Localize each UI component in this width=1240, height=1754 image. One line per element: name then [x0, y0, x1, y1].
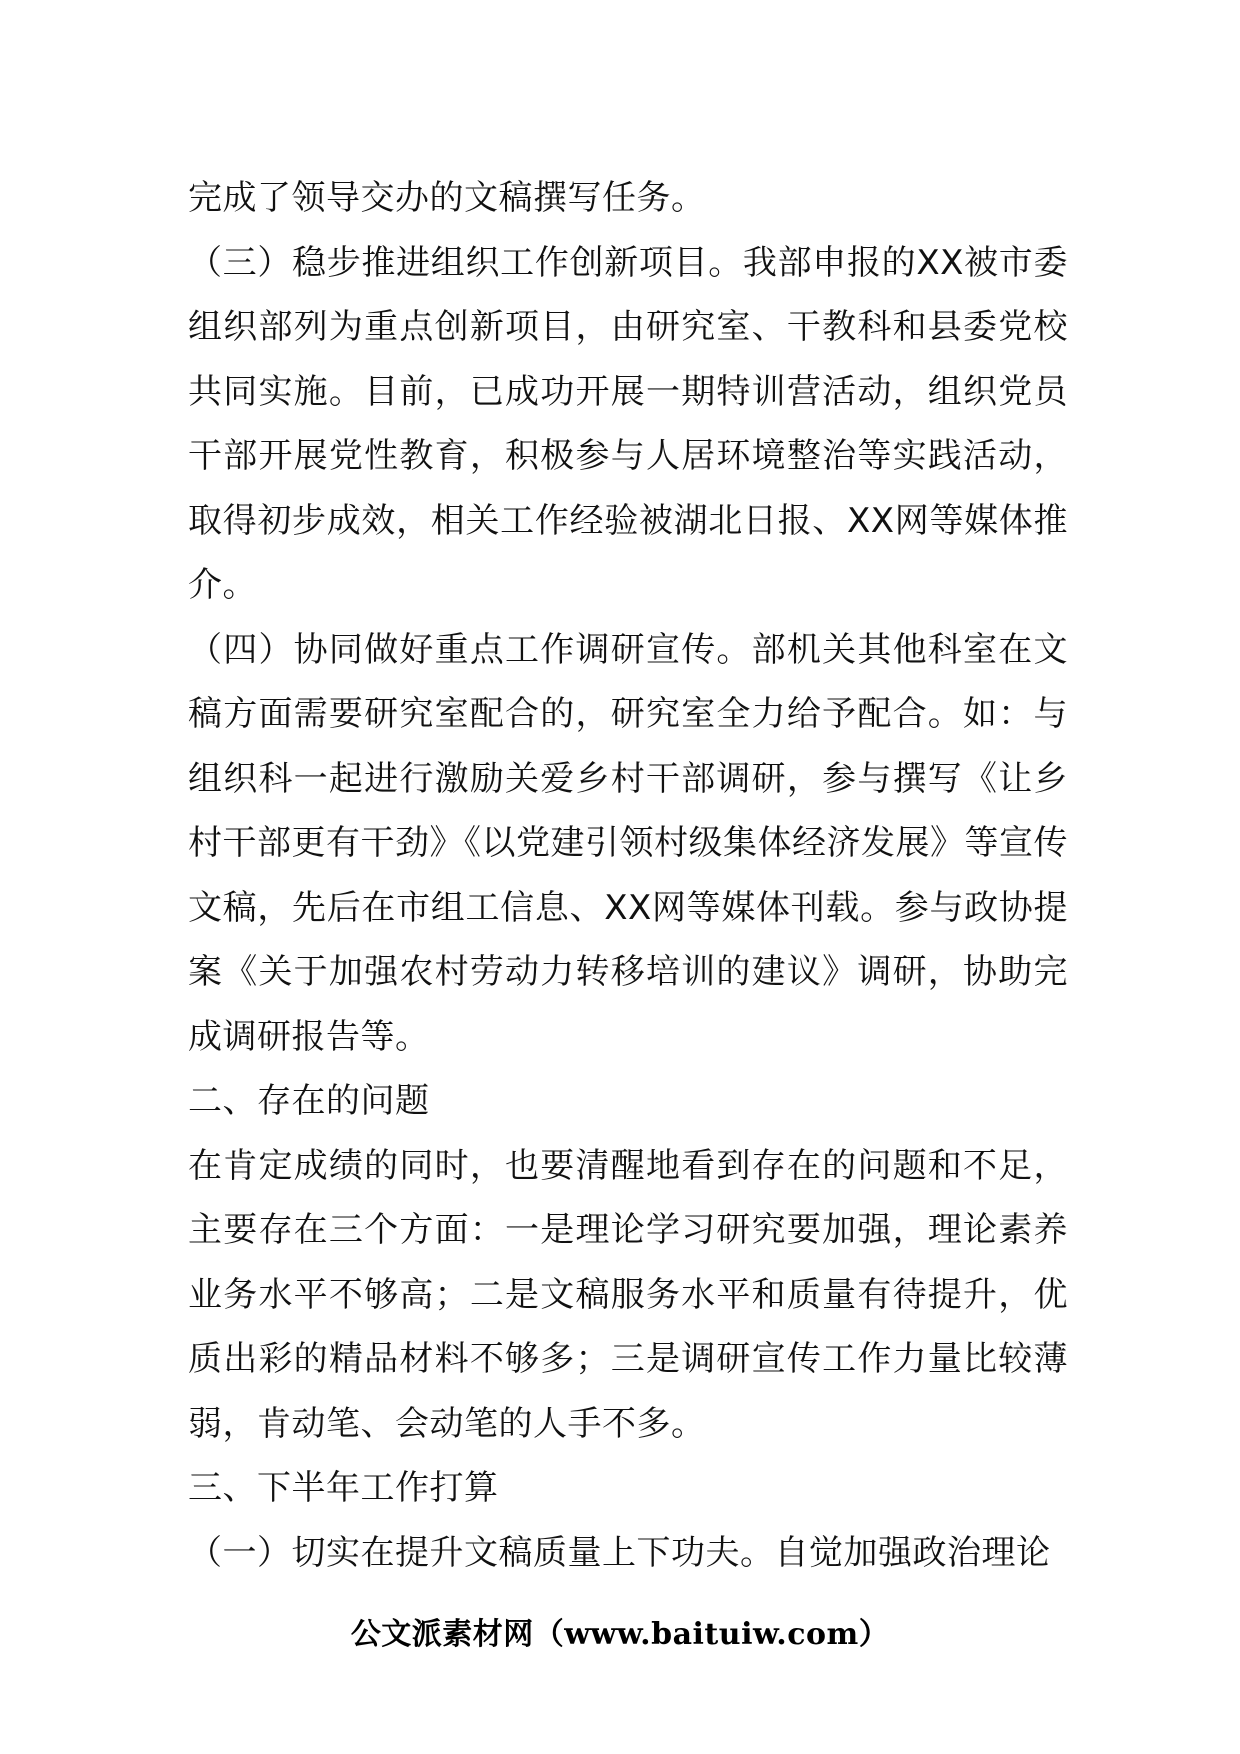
section-heading-problems: 二、存在的问题 — [188, 1081, 430, 1121]
paragraph-innovation-project: （三）稳步推进组织工作创新项目。我部申报的XX被市委组织部列为重点创新项目，由研究室、干教科和县委党校共同实施。目前，已成功开展一期特训营活动，组织党员干部开展党性教育，积极参与人居环境整治等实践活动，取得初步成效，相关工作经验被湖北日报、XX网等媒体推介。 — [188, 242, 1068, 605]
section-heading-plans: 三、下半年工作打算 — [188, 1468, 499, 1508]
document-body — [188, 166, 1068, 1585]
paragraph-research-publicity: （四）协同做好重点工作调研宣传。部机关其他科室在文稿方面需要研究室配合的，研究室全力给予配合。如：与组织科一起进行激励关爱乡村干部调研，参与撰写《让乡村干部更有干劲》《以党建引领村级集体经济发展》等宣传文稿，先后在市组工信息、XX网等媒体刊载。参与政协提案《关于加强农村劳动力转移培训的建议》调研，协助完成调研报告等。 — [188, 629, 1068, 1057]
paragraph-plan-one: （一）切实在提升文稿质量上下功夫。自觉加强政治理论 — [188, 1532, 1051, 1573]
paragraph-task-completion: 完成了领导交办的文稿撰写任务。 — [188, 178, 706, 218]
footer-watermark: 公文派素材网（www.baituiw.com） — [350, 1617, 890, 1652]
paragraph-problems: 在肯定成绩的同时，也要清醒地看到存在的问题和不足，主要存在三个方面：一是理论学习研究要加强，理论素养业务水平不够高；二是文稿服务水平和质量有待提升，优质出彩的精品材料不够多；三是调研宣传工作力量比较薄弱，肯动笔、会动笔的人手不多。 — [188, 1145, 1068, 1444]
